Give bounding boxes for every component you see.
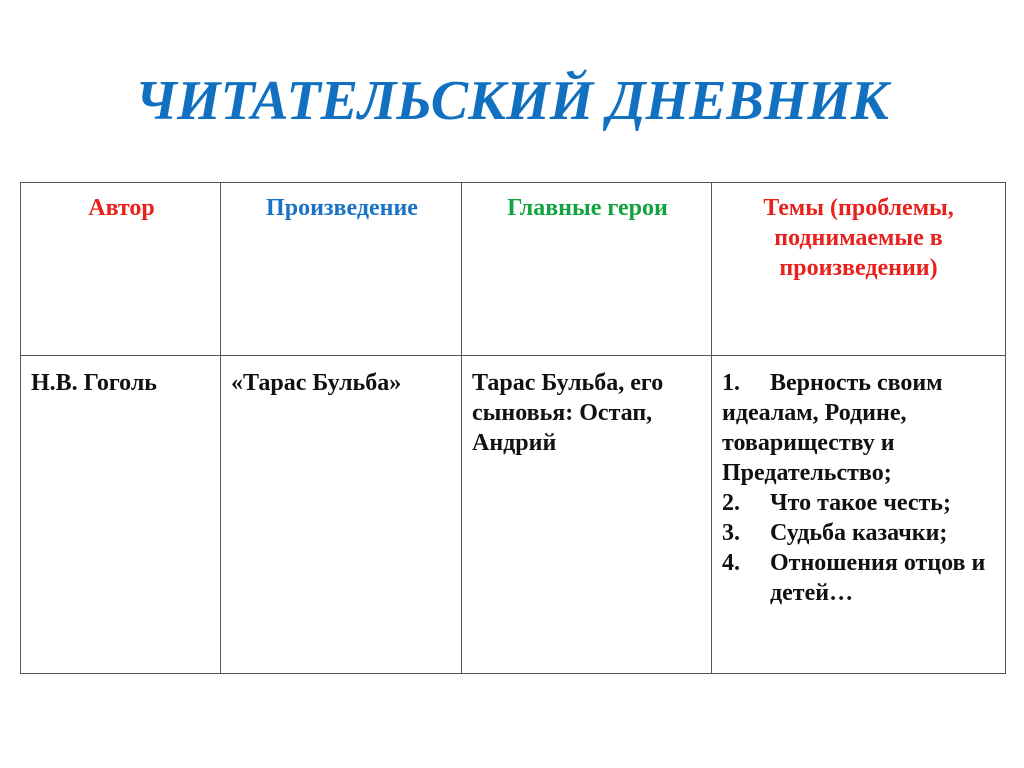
list-item	[722, 518, 997, 548]
list-item-text: Судьба казачки;	[770, 520, 948, 546]
header-heroes	[462, 183, 712, 356]
table-row	[21, 356, 1006, 674]
cell-author	[21, 356, 221, 674]
header-work	[221, 183, 462, 356]
list-item	[722, 488, 997, 518]
header-themes-label: Темы (проблемы, поднимаемые в произведении)	[763, 195, 954, 281]
list-item-number: 2.	[722, 490, 740, 516]
reading-diary-table	[20, 182, 1006, 674]
list-item-text: Верность своим идеалам, Родине, товариществу и Предательство;	[722, 370, 943, 486]
header-heroes-label: Главные герои	[507, 195, 668, 221]
list-item	[722, 368, 997, 488]
cell-work	[221, 356, 462, 674]
list-item-number: 3.	[722, 520, 740, 546]
list-item-text: Что такое честь;	[770, 490, 951, 516]
list-item-number: 1.	[722, 370, 740, 396]
header-row	[21, 183, 1006, 356]
table-body	[21, 356, 1006, 674]
list-item	[722, 548, 997, 608]
cell-work-text: «Тарас Бульба»	[231, 370, 402, 396]
header-author-label: Автор	[88, 195, 155, 221]
cell-author-text: Н.В. Гоголь	[31, 370, 157, 396]
list-item-number: 4.	[722, 550, 740, 576]
header-author	[21, 183, 221, 356]
header-themes	[712, 183, 1006, 356]
page-title: ЧИТАТЕЛЬСКИЙ ДНЕВНИК	[135, 70, 889, 132]
list-item-text: Отношения отцов и детей…	[770, 550, 986, 606]
header-work-label: Произведение	[266, 195, 418, 221]
cell-heroes-text: Тарас Бульба, его сыновья: Остап, Андрий	[472, 370, 664, 456]
table-header	[21, 183, 1006, 356]
cell-themes	[712, 356, 1006, 674]
cell-heroes	[462, 356, 712, 674]
themes-list	[722, 368, 997, 608]
